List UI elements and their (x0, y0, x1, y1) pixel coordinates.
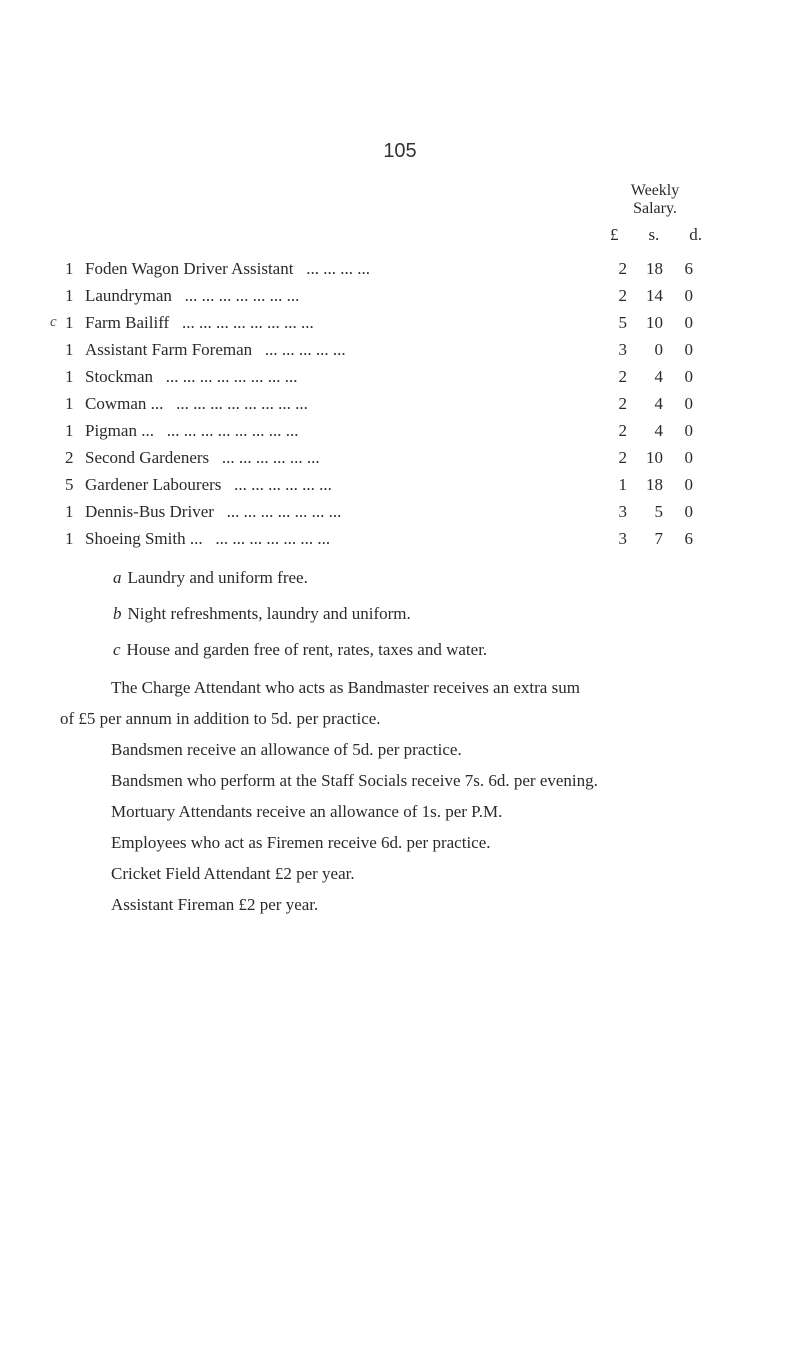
row-role-label: Gardener Labourers (85, 474, 222, 494)
row-pence: 0 (684, 474, 693, 494)
table-row (50, 417, 693, 444)
row-note (50, 390, 65, 417)
row-role-label: Second Gardeners (85, 447, 210, 467)
salary-column-header (600, 182, 710, 244)
row-pounds: 2 (618, 258, 627, 278)
header-units (600, 226, 710, 244)
row-note (50, 444, 65, 471)
row-leader-dots: ... ... ... ... ... ... ... ... (176, 393, 308, 413)
row-shillings: 4 (654, 420, 663, 440)
paragraph-assistant-fireman: Assistant Fireman £2 per year. (111, 895, 319, 914)
row-shillings: 7 (654, 528, 663, 548)
row-pence: 6 (684, 528, 693, 548)
table-row (50, 390, 693, 417)
table-row (50, 336, 693, 363)
row-leader-dots: ... ... ... ... ... (264, 339, 346, 359)
row-note (50, 498, 65, 525)
row-role (85, 390, 605, 417)
table-row (50, 498, 693, 525)
row-note: c (50, 314, 57, 330)
row-leader-dots: ... ... ... ... (306, 258, 370, 278)
row-role (85, 255, 605, 282)
header-salary: Salary. (633, 200, 677, 217)
paragraph-cricket: Cricket Field Attendant £2 per year. (111, 864, 355, 883)
row-pence: 0 (684, 501, 693, 521)
table-row (50, 309, 693, 336)
header-weekly: Weekly (630, 182, 680, 199)
row-count: 2 (65, 447, 74, 467)
row-leader-dots: ... ... ... ... ... ... ... (226, 501, 342, 521)
row-pounds: 2 (618, 393, 627, 413)
page-number: 105 (383, 140, 417, 162)
row-role (85, 336, 605, 363)
row-pounds: 3 (618, 528, 627, 548)
row-role-label: Shoeing Smith ... (85, 528, 203, 548)
row-leader-dots: ... ... ... ... ... ... (234, 474, 332, 494)
row-note (50, 471, 65, 498)
row-pounds: 2 (618, 285, 627, 305)
row-pence: 0 (684, 285, 693, 305)
row-pounds: 3 (618, 339, 627, 359)
header-pounds: £ (610, 225, 619, 244)
row-count: 1 (65, 366, 74, 386)
row-pence: 0 (684, 393, 693, 413)
row-count: 1 (65, 258, 74, 278)
paragraph-socials: Bandsmen who perform at the Staff Socials receive 7s. 6d. per evening. (111, 771, 598, 790)
row-pounds: 5 (618, 312, 627, 332)
header-shillings: s. (648, 225, 660, 244)
row-count: 1 (65, 420, 74, 440)
row-pence: 0 (684, 420, 693, 440)
row-note (50, 363, 65, 390)
table-row (50, 471, 693, 498)
row-note (50, 282, 65, 309)
row-note (50, 336, 65, 363)
row-leader-dots: ... ... ... ... ... ... ... (184, 285, 300, 305)
row-pounds: 3 (618, 501, 627, 521)
row-count: 1 (65, 339, 74, 359)
row-shillings: 5 (654, 501, 663, 521)
row-note (50, 525, 65, 552)
row-shillings: 4 (654, 393, 663, 413)
row-count: 1 (65, 501, 74, 521)
row-pence: 0 (684, 447, 693, 467)
allowances-text (60, 672, 760, 920)
footnote-c: c House and garden free of rent, rates, taxes and water. (113, 640, 488, 659)
paragraph-bandmaster-cont: of £5 per annum in addition to 5d. per practice. (60, 709, 381, 728)
table-row (50, 363, 693, 390)
row-role (85, 282, 605, 309)
row-pounds: 2 (618, 420, 627, 440)
paragraph-bandsmen: Bandsmen receive an allowance of 5d. per practice. (111, 740, 462, 759)
footnote-b: b Night refreshments, laundry and uniform. (113, 604, 411, 623)
table-row (50, 525, 693, 552)
row-role (85, 498, 605, 525)
row-pence: 0 (684, 366, 693, 386)
row-role-label: Laundryman (85, 285, 172, 305)
row-role (85, 363, 605, 390)
row-count: 1 (65, 312, 74, 332)
row-shillings: 10 (646, 312, 663, 332)
row-pounds: 1 (618, 474, 627, 494)
paragraph-bandmaster: The Charge Attendant who acts as Bandmaster receives an extra sum (111, 678, 580, 697)
row-role (85, 525, 605, 552)
row-pounds: 2 (618, 447, 627, 467)
row-pounds: 2 (618, 366, 627, 386)
row-count: 1 (65, 393, 74, 413)
row-role-label: Foden Wagon Driver Assistant (85, 258, 294, 278)
row-pence: 0 (684, 339, 693, 359)
row-role (85, 471, 605, 498)
row-role (85, 417, 605, 444)
row-role-label: Dennis-Bus Driver (85, 501, 214, 521)
row-role (85, 444, 605, 471)
table-row (50, 282, 693, 309)
footnote-a: a Laundry and uniform free. (113, 568, 308, 587)
row-count: 1 (65, 285, 74, 305)
row-role-label: Pigman ... (85, 420, 154, 440)
row-pence: 6 (684, 258, 693, 278)
paragraph-mortuary: Mortuary Attendants receive an allowance of 1s. per P.M. (111, 802, 503, 821)
footnotes (113, 560, 487, 668)
row-shillings: 18 (646, 258, 663, 278)
row-shillings: 14 (646, 285, 663, 305)
header-pence: d. (689, 225, 702, 244)
row-role-label: Stockman (85, 366, 153, 386)
row-leader-dots: ... ... ... ... ... ... ... (215, 528, 331, 548)
row-leader-dots: ... ... ... ... ... ... ... ... (181, 312, 314, 332)
row-shillings: 18 (646, 474, 663, 494)
row-note (50, 255, 65, 282)
row-shillings: 10 (646, 447, 663, 467)
row-shillings: 0 (654, 339, 663, 359)
row-pence: 0 (684, 312, 693, 332)
row-role-label: Assistant Farm Foreman (85, 339, 253, 359)
paragraph-firemen: Employees who act as Firemen receive 6d. per practice. (111, 833, 491, 852)
row-count: 1 (65, 528, 74, 548)
row-leader-dots: ... ... ... ... ... ... (221, 447, 320, 467)
row-shillings: 4 (654, 366, 663, 386)
row-leader-dots: ... ... ... ... ... ... ... ... (166, 420, 299, 440)
row-role-label: Farm Bailiff (85, 312, 170, 332)
row-role-label: Cowman ... (85, 393, 164, 413)
salary-table-body (50, 255, 693, 552)
row-leader-dots: ... ... ... ... ... ... ... ... (165, 366, 298, 386)
table-row (50, 444, 693, 471)
table-row (50, 255, 693, 282)
row-note (50, 417, 65, 444)
salary-table (50, 255, 693, 552)
row-count: 5 (65, 474, 74, 494)
row-role (85, 309, 605, 336)
